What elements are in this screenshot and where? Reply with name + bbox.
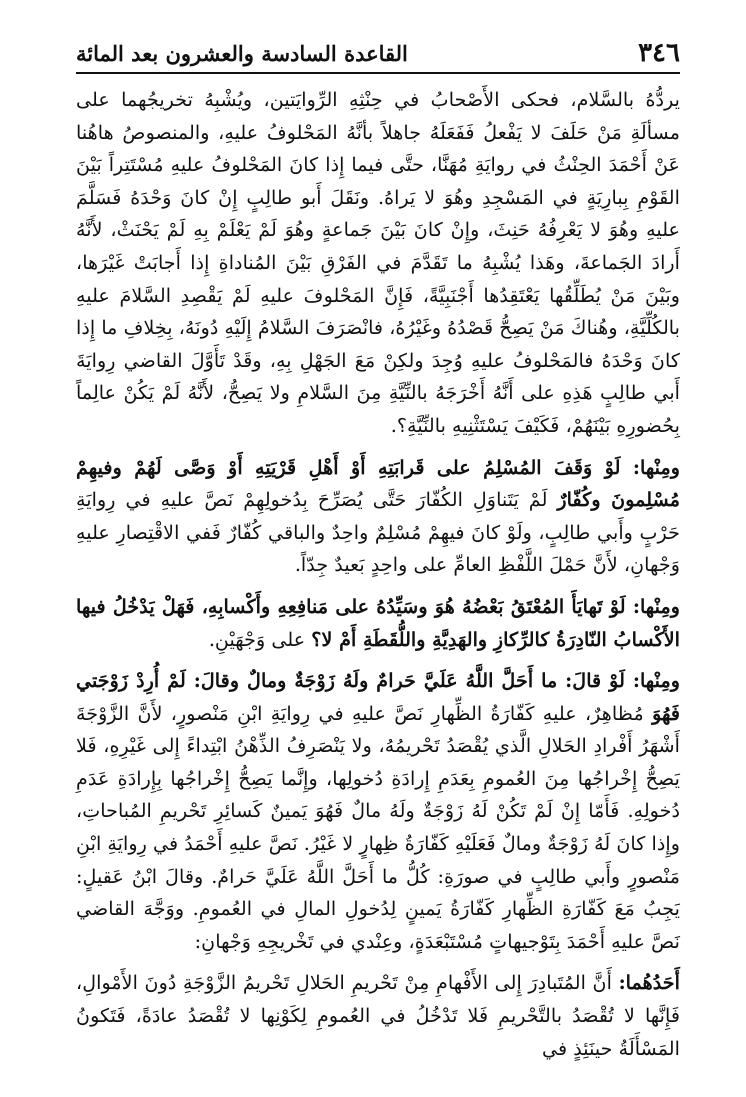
- paragraph-4: [76, 665, 680, 958]
- paragraph-text: لَمْ يَتَناوَلِ الكُفّارَ حَتَّى يُصَرِّحَ بِدُخولِهِمْ نَصَّ عليهِ في رِوايَةِ حَرْبٍ وأَبي طالِبٍ، ولَوْ كانَ فيهِمْ مُسْلِمٌ واحِدٌ والباقي كُفّارٌ فَفي الاقْتِصارِ عليهِ وَجْهانِ، لأَنَّ حَمْلَ اللَّفْظِ العامِّ على واحِدٍ بَعيدٌ جِدّاً.: [76, 488, 680, 577]
- paragraph-lead: ومِنْها: لَوْ تَهايَأَ المُعْتَقُ بَعْضُهُ هُوَ وسَيِّدُهُ على مَنافِعِهِ وأَكْسابِهِ، فَهَلْ يَدْخُلُ فيها الأَكْسابُ النّادِرَةُ كالرِّكازِ والهَدِيَّةِ واللُّقَطَةِ أَمْ لا؟: [76, 594, 680, 651]
- paragraph-text: أَنَّ المُتَبادِرَ إِلى الأَفْهامِ مِنْ تَحْريمِ الحَلالِ تَحْريمُ الزَّوْجَةِ دُونَ الأَمْوالِ، فَإِنَّها لا تُقْصَدُ بالتَّحْريمِ فَلا تَدْخُلُ في العُمومِ لِكَوْنِها لا تُقْصَدُ عادَةً، فَتَكونُ المَسْأَلَةُ حينَئِذٍ في: [76, 971, 680, 1060]
- paragraph-lead: ومِنْها: لَوْ وَقَفَ المُسْلِمُ على قَرابَتِهِ أَوْ أَهْلِ قَرْيَتِهِ أَوْ وَصَّى لَهُمْ وفيهِمْ مُسْلِمونَ وكُفّارٌ: [76, 455, 680, 512]
- paragraph-lead: أَحَدُهُما:: [618, 971, 680, 995]
- paragraph-1: [76, 84, 680, 443]
- page-header: [76, 38, 680, 74]
- page-number: ٣٤٦: [638, 38, 680, 68]
- paragraph-3: [76, 591, 680, 656]
- paragraph-2: [76, 452, 680, 582]
- paragraph-text: على وَجْهَيْنِ.: [208, 627, 306, 651]
- running-title: القاعدة السادسة والعشرون بعد المائة: [76, 41, 408, 66]
- body-text: [76, 84, 680, 1065]
- paragraph-lead: ومِنْها: لَوْ قالَ: ما أَحَلَّ اللَّهُ عَلَيَّ حَرامٌ ولَهُ زَوْجَةٌ ومالٌ وقالَ: لَمْ أُرِدْ زَوْجَتي فَهُوَ: [76, 669, 680, 725]
- paragraph-5: [76, 967, 680, 1065]
- paragraph-text: يردُّهُ بالسَّلام، فحكى الأَصْحابُ في حِنْثِهِ الرِّوايَتين، ويُشْبِهُ تخريجُهما على مسألَةِ مَنْ حَلَفَ لا يَفْعلُ فَفَعَلَهُ جاهلاً بأنَّهُ المَحْلوفُ عليهِ، والمنصوصُ هاهُنا عَنْ أَحْمَدَ الحِنْثُ في روايَةِ مُهَنَّا، حتَّى فيما إِذا كانَ المَحْلوفُ عليهِ مُسْتَتِراً بَيْنَ القَوْمِ بِبارِيَةٍ في المَسْجِدِ وهُوَ لا يَراهُ. ونَقَلَ أَبو طالِبٍ إِنْ كانَ وَحْدَهُ فَسَلَّمَ عليهِ وهُوَ لا يَعْرِفُهُ حَنِثَ، وإِنْ كانَ بَيْنَ جَماعةٍ وهُوَ لَمْ يَعْلَمْ بِهِ لَمْ يَحْنَثْ، لأَنَّهُ أَرادَ الجَماعةَ، وهَذا يُشْبِهُ ما تَقَدَّمَ في الفَرْقِ بَيْنَ المُناداةِ إِذا أَجابَتْ غَيْرَها، وبَيْنَ مَنْ يُطَلِّقُها يَعْتَقِدُها أَجْنَبِيَّةً، فَإِنَّ المَحْلوفَ عليهِ لَمْ يَقْصِدِ السَّلامَ عليهِ بالكُلِّيَّةِ، وهُناكَ مَنْ يَصِحُّ قَصْدُهُ وغَيْرُهُ، فانْصَرَفَ السَّلامُ إِلَيْهِ دُونَهُ، بِخِلافِ ما إِذا كانَ وَحْدَهُ فالمَحْلوفُ عليهِ وُجِدَ ولكِنْ مَعَ الجَهْلِ بِهِ، وقَدْ تَأَوَّلَ القاضي رِوايَةَ أَبي طالِبٍ هَذِهِ على أَنَّهُ أَخْرَجَهُ بالنِّيَّةِ مِنَ السَّلامِ ولا يَصِحُّ، لأَنَّهُ لَمْ يَكُنْ عالِماً بِحُضورِهِ بَيْنَهُمْ، فَكَيْفَ يَسْتَثْنِيهِ بالنِّيَّةِ؟.: [76, 88, 680, 437]
- paragraph-text: مُظاهِرٌ، عليهِ كَفّارَةُ الظِّهارِ نَصَّ عليهِ في رِوايَةِ ابْنِ مَنْصورٍ، لأَنَّ الزَّوْجَةَ أَشْهَرُ أَفْرادِ الحَلالِ الَّذي يُقْصَدُ تَحْريمُهُ، ولا يَنْصَرِفُ الذِّهْنُ ابْتِداءً إِلى غَيْرِهِ، فَلا يَصِحُّ إِخْراجُها مِنَ العُمومِ بِعَدَمِ إِرادَةِ دُخولِها، وإِنَّما يَصِحُّ إِخْراجُها بِإِرادَةِ عَدَمِ دُخولِهِ. فَأَمّا إِنْ لَمْ تَكُنْ لَهُ زَوْجَةٌ ولَهُ مالٌ فَهُوَ يَمينٌ كَسائِرِ تَحْريمِ المُباحاتِ، وإِذا كانَ لَهُ زَوْجَةٌ ومالٌ فَعَلَيْهِ كَفّارَةُ ظِهارٍ لا غَيْرُ. نَصَّ عليهِ أَحْمَدُ في رِوايَةِ ابْنِ مَنْصورٍ وأَبي طالِبٍ في صورَةِ: كُلُّ ما أَحَلَّ اللَّهُ عَلَيَّ حَرامٌ. وقالَ ابْنُ عَقيلٍ: يَجِبُ مَعَ كَفّارَةِ الظِّهارِ كَفّارَةُ يَمينٍ لِدُخولِ المالِ في العُمومِ. ووَجَّهَ القاضي نَصَّ عليهِ أَحْمَدَ بِتَوْجيهاتٍ مُسْتَبْعَدَةٍ، وعِنْدي في تَخْريجِهِ وَجْهانِ:: [76, 701, 680, 953]
